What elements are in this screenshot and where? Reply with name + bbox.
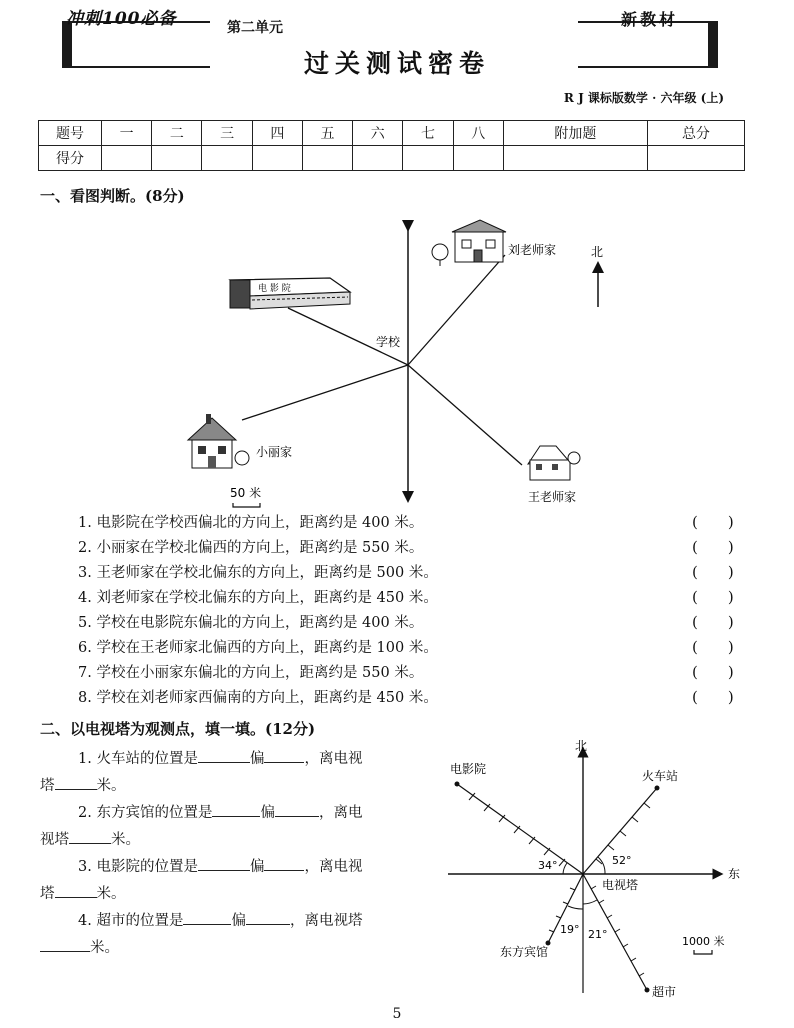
wang-home-icon bbox=[528, 446, 580, 480]
score-cell-total: 总分 bbox=[647, 121, 744, 146]
score-input[interactable] bbox=[302, 146, 352, 171]
part1-heading: 一、看图判断。(8分) bbox=[40, 187, 185, 205]
answer-box-2[interactable]: ( ) bbox=[692, 538, 734, 556]
ray-wang-home bbox=[408, 365, 522, 465]
part2-item-4: 4. 超市的位置是 偏 ，离电视塔 米。 bbox=[40, 908, 410, 962]
map-scale-bar bbox=[233, 503, 260, 507]
score-input[interactable] bbox=[403, 146, 453, 171]
score-cell-7: 七 bbox=[403, 121, 453, 146]
answer-box-6[interactable]: ( ) bbox=[692, 638, 734, 656]
diagram-north-label: 北 bbox=[575, 739, 588, 753]
score-cell-1: 一 bbox=[102, 121, 152, 146]
angle-market: 21° bbox=[588, 928, 608, 941]
blank-input[interactable] bbox=[212, 800, 260, 817]
score-header-row bbox=[39, 121, 745, 146]
cinema-building-icon bbox=[230, 278, 350, 309]
diagram-hotel-label: 东方宾馆 bbox=[500, 945, 549, 959]
question-3: 3. 王老师家在学校北偏东的方向上，距离约是 500 米。 bbox=[78, 565, 438, 581]
angle-arc-market bbox=[583, 900, 597, 904]
page-number: 5 bbox=[392, 1006, 402, 1022]
score-value-row bbox=[39, 146, 745, 171]
score-cell-8: 八 bbox=[453, 121, 503, 146]
liu-home-icon bbox=[432, 220, 506, 266]
blank-input[interactable] bbox=[198, 746, 250, 763]
part2-item-1: 1. 火车站的位置是 偏 ，离电视 塔 米。 bbox=[40, 746, 410, 800]
tv-tower-label: 电视塔 bbox=[602, 878, 639, 892]
score-input[interactable] bbox=[647, 146, 744, 171]
map-scale-label: 50 米 bbox=[230, 486, 262, 500]
answer-box-3[interactable]: ( ) bbox=[692, 563, 734, 581]
part2-direction-diagram bbox=[430, 738, 760, 1003]
score-input[interactable] bbox=[202, 146, 252, 171]
unit-label: 第二单元 bbox=[227, 20, 283, 36]
answer-box-5[interactable]: ( ) bbox=[692, 613, 734, 631]
blank-input[interactable] bbox=[264, 854, 304, 871]
question-8: 8. 学校在刘老师家西偏南的方向上，距离约是 450 米。 bbox=[78, 690, 438, 706]
part2-heading: 二、以电视塔为观测点，填一填。(12分) bbox=[40, 720, 316, 738]
school-label: 学校 bbox=[376, 335, 401, 349]
question-1: 1. 电影院在学校西偏北的方向上，距离约是 400 米。 bbox=[78, 515, 424, 531]
blank-input[interactable] bbox=[246, 908, 290, 925]
north-label: 北 bbox=[591, 245, 604, 259]
ray-xiaoli-home bbox=[242, 365, 408, 420]
diagram-market-label: 超市 bbox=[652, 985, 677, 999]
score-input[interactable] bbox=[152, 146, 202, 171]
diagram-scale-label: 1000 米 bbox=[682, 935, 725, 948]
liu-home-label: 刘老师家 bbox=[508, 243, 557, 257]
angle-arc-station bbox=[598, 857, 605, 874]
new-edition-label: 新教材 bbox=[621, 10, 679, 29]
score-cell-5: 五 bbox=[302, 121, 352, 146]
page-title: 过关测试密卷 bbox=[303, 49, 490, 78]
blank-input[interactable] bbox=[264, 746, 304, 763]
part2-item-2: 2. 东方宾馆的位置是 偏 ，离电 视塔 米。 bbox=[40, 800, 410, 854]
diagram-east-label: 东 bbox=[728, 867, 741, 881]
blank-input[interactable] bbox=[55, 773, 97, 790]
score-cell-6: 六 bbox=[353, 121, 403, 146]
score-input[interactable] bbox=[353, 146, 403, 171]
edition-label: R J 课标版数学 · 六年级 (上) bbox=[563, 91, 724, 105]
question-2: 2. 小丽家在学校北偏西的方向上，距离约是 550 米。 bbox=[78, 540, 424, 556]
diagram-cinema-label: 电影院 bbox=[450, 762, 487, 776]
score-input[interactable] bbox=[453, 146, 503, 171]
blank-input[interactable] bbox=[198, 854, 250, 871]
blank-input[interactable] bbox=[55, 881, 97, 898]
xiaoli-home-icon bbox=[188, 414, 249, 468]
angle-arc-hotel bbox=[568, 906, 583, 909]
cinema-ray-ticks bbox=[469, 793, 565, 866]
diagram-station-label: 火车站 bbox=[642, 769, 679, 783]
blank-input[interactable] bbox=[69, 827, 111, 844]
score-input[interactable] bbox=[252, 146, 302, 171]
question-4: 4. 刘老师家在学校北偏东的方向上，距离约是 450 米。 bbox=[78, 590, 438, 606]
score-input[interactable] bbox=[102, 146, 152, 171]
answer-box-7[interactable]: ( ) bbox=[692, 663, 734, 681]
diagram-scale-bar bbox=[694, 950, 712, 954]
score-table bbox=[38, 120, 745, 171]
question-6: 6. 学校在王老师家北偏西的方向上，距离约是 100 米。 bbox=[78, 640, 438, 656]
blank-input[interactable] bbox=[275, 800, 319, 817]
score-row-label: 得分 bbox=[39, 146, 102, 171]
angle-cinema: 34° bbox=[538, 859, 558, 872]
answer-box-8[interactable]: ( ) bbox=[692, 688, 734, 706]
score-cell-bonus: 附加题 bbox=[503, 121, 647, 146]
blank-input[interactable] bbox=[183, 908, 231, 925]
wang-home-label: 王老师家 bbox=[528, 490, 577, 504]
score-input[interactable] bbox=[503, 146, 647, 171]
answer-box-1[interactable]: ( ) bbox=[692, 513, 734, 531]
cinema-sign: 电 影 院 bbox=[258, 284, 291, 294]
score-cell-2: 二 bbox=[152, 121, 202, 146]
score-cell-label: 题号 bbox=[39, 121, 102, 146]
question-5: 5. 学校在电影院东偏北的方向上，距离约是 400 米。 bbox=[78, 615, 424, 631]
xiaoli-home-label: 小丽家 bbox=[256, 445, 293, 459]
score-cell-4: 四 bbox=[252, 121, 302, 146]
blank-input[interactable] bbox=[40, 935, 90, 952]
brand-label: 冲刺100必备 bbox=[66, 9, 177, 29]
part2-item-3: 3. 电影院的位置是 偏 ，离电视 塔 米。 bbox=[40, 854, 410, 908]
angle-arc-cinema bbox=[563, 863, 567, 874]
angle-hotel: 19° bbox=[560, 923, 580, 936]
ray-liu-home bbox=[408, 255, 505, 365]
question-7: 7. 学校在小丽家东偏北的方向上，距离约是 550 米。 bbox=[78, 665, 424, 681]
part1-map bbox=[0, 200, 794, 510]
score-cell-3: 三 bbox=[202, 121, 252, 146]
angle-station: 52° bbox=[612, 854, 632, 867]
answer-box-4[interactable]: ( ) bbox=[692, 588, 734, 606]
